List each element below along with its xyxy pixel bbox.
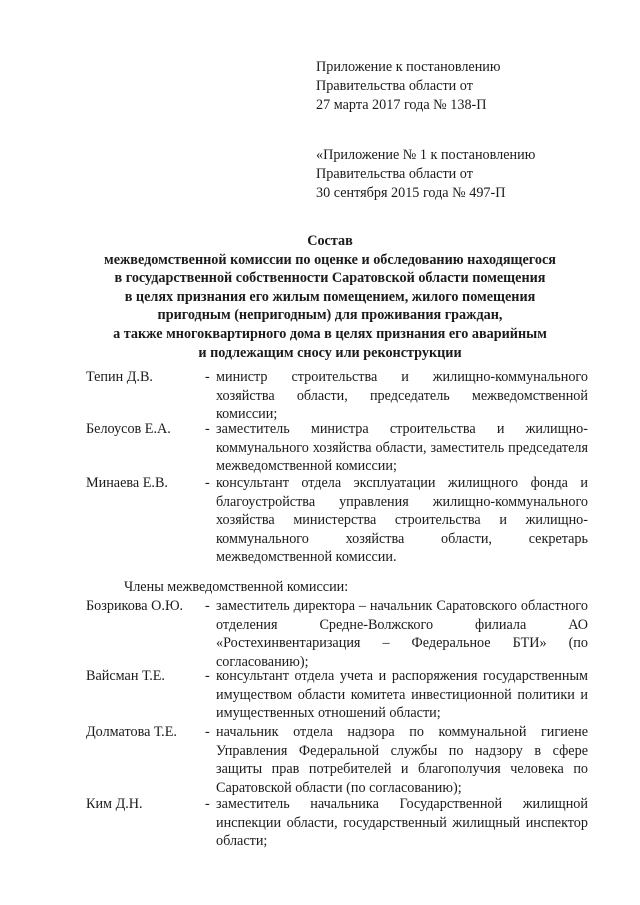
annex-reference bbox=[316, 58, 626, 115]
member-name: Ким Д.Н. bbox=[86, 796, 143, 812]
original-annex-line: «Приложение № 1 к постановлению bbox=[316, 147, 536, 163]
member-name: Белоусов Е.А. bbox=[86, 421, 171, 437]
original-annex-reference bbox=[316, 146, 626, 203]
list-dash: - bbox=[205, 369, 210, 385]
title-line: в государственной собственности Саратовской области помещения bbox=[114, 270, 546, 287]
list-dash: - bbox=[205, 421, 210, 437]
title-line: и подлежащим сносу или реконструкции bbox=[198, 344, 462, 361]
member-position: начальник отдела надзора по коммунальной гигиене Управления Федеральной службы по надзору в сфере защиты прав потребителей и благополучия человека по Саратовской области (по согласованию); bbox=[216, 724, 588, 796]
document-title bbox=[60, 232, 600, 362]
members-heading: Члены межведомственной комиссии: bbox=[124, 579, 349, 595]
member-position: консультант отдела эксплуатации жилищного фонда и благоустройства управления жилищно-коммунального хозяйства министерства строительства и жилищно-коммунального хозяйства области, секретарь межведомственной комиссии. bbox=[216, 475, 588, 566]
member-name: Долматова Т.Е. bbox=[86, 724, 177, 740]
list-dash: - bbox=[205, 598, 210, 614]
member-position: консультант отдела учета и распоряжения государственным имуществом области комитета инвестиционной политики и имущественных отношений области; bbox=[216, 668, 588, 722]
list-dash: - bbox=[205, 796, 210, 812]
member-name: Бозрикова О.Ю. bbox=[86, 598, 184, 614]
original-annex-line: 30 сентября 2015 года № 497-П bbox=[316, 185, 506, 201]
title-line: а также многоквартирного дома в целях признания его аварийным bbox=[113, 325, 547, 342]
annex-line: 27 марта 2017 года № 138-П bbox=[316, 97, 487, 113]
title-line: межведомственной комиссии по оценке и обследованию находящегося bbox=[104, 251, 556, 268]
member-name: Тепин Д.В. bbox=[86, 369, 153, 385]
title-line: пригодным (непригодным) для проживания граждан, bbox=[157, 307, 503, 324]
original-annex-line: Правительства области от bbox=[316, 166, 473, 182]
member-position: заместитель директора – начальник Саратовского областного отделения Средне-Волжского филиала АО «Ростехинвентаризация – Федеральное БТИ» (по согласованию); bbox=[216, 598, 588, 670]
annex-line: Приложение к постановлению bbox=[316, 59, 501, 75]
title-heading: Состав bbox=[307, 233, 353, 249]
member-name: Минаева Е.В. bbox=[86, 475, 168, 491]
member-position: министр строительства и жилищно-коммунального хозяйства области, председатель межведомственной комиссии; bbox=[216, 369, 588, 423]
list-dash: - bbox=[205, 475, 210, 491]
member-position: заместитель начальника Государственной жилищной инспекции области, государственный жилищный инспектор области; bbox=[216, 796, 588, 850]
member-position: заместитель министра строительства и жилищно-коммунального хозяйства области, заместитель председателя межведомственной комиссии; bbox=[216, 421, 588, 475]
member-name: Вайсман Т.Е. bbox=[86, 668, 165, 684]
annex-line: Правительства области от bbox=[316, 78, 473, 94]
title-line: в целях признания его жилым помещением, жилого помещения bbox=[124, 288, 536, 305]
list-dash: - bbox=[205, 668, 210, 684]
list-dash: - bbox=[205, 724, 210, 740]
